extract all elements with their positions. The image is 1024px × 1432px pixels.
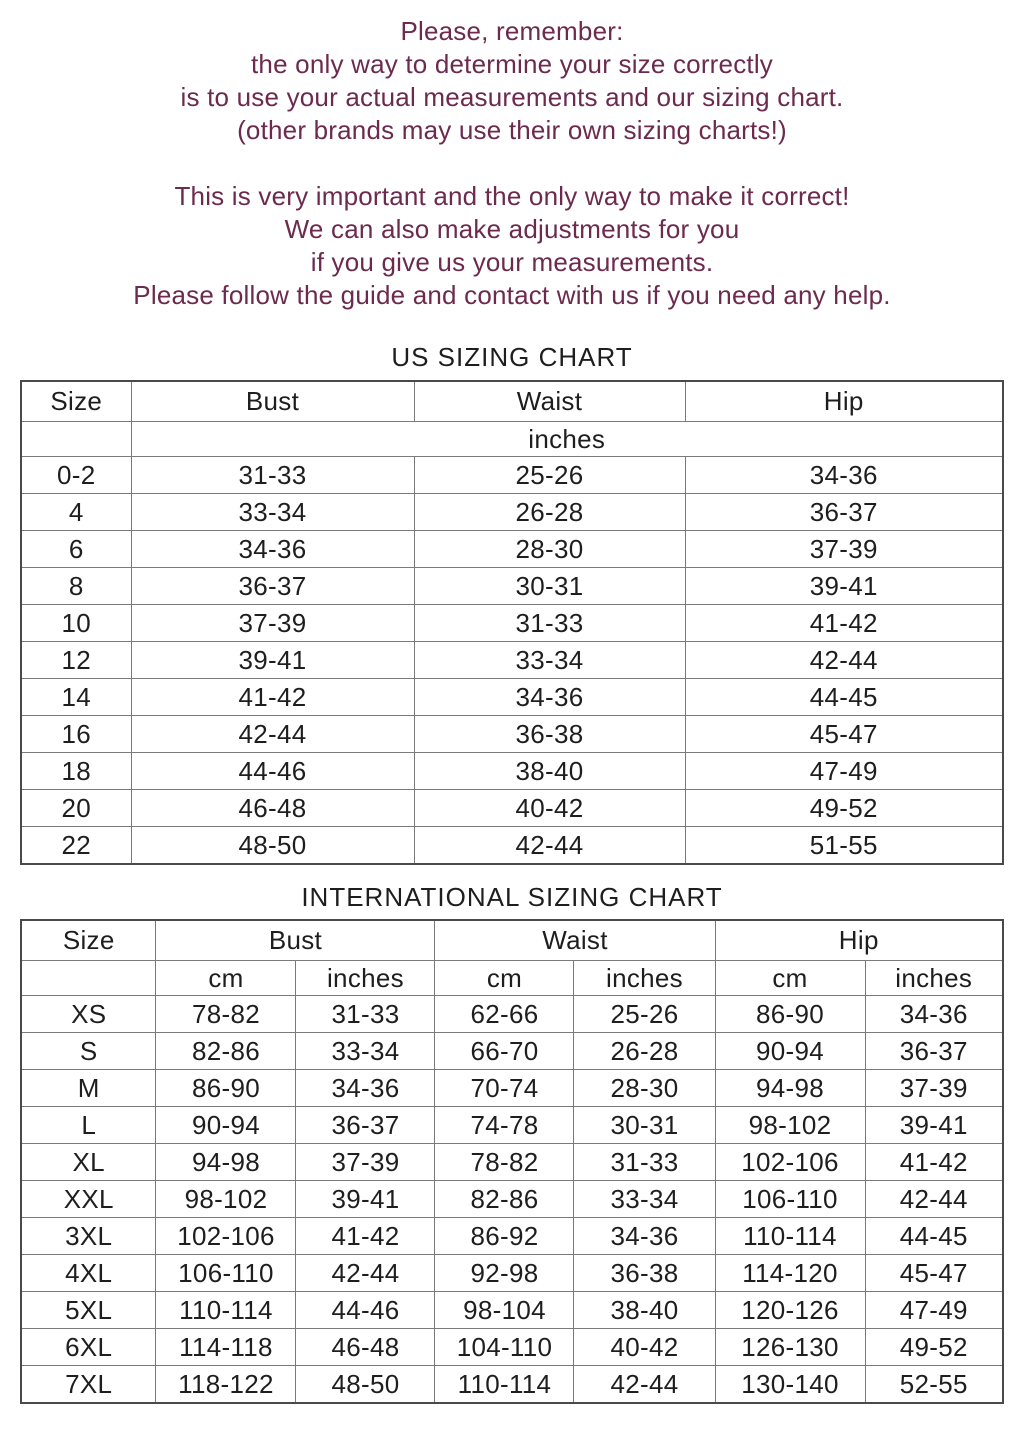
size-cell: 6	[21, 531, 131, 568]
measurement-cell: 104-110	[435, 1329, 574, 1366]
measurement-cell: 82-86	[156, 1033, 296, 1070]
table-row	[21, 1033, 1003, 1070]
table-row	[21, 568, 1003, 605]
measurement-cell: 46-48	[296, 1329, 435, 1366]
measurement-cell: 49-52	[865, 1329, 1003, 1366]
measurement-cell: 46-48	[131, 790, 414, 827]
us-table-body	[21, 457, 1003, 865]
measurement-cell: 90-94	[156, 1107, 296, 1144]
measurement-cell: 98-104	[435, 1292, 574, 1329]
measurement-cell: 30-31	[414, 568, 685, 605]
intro-text	[0, 15, 1024, 312]
intro-line: if you give us your measurements.	[310, 247, 714, 277]
intro-line: We can also make adjustments for you	[284, 214, 740, 244]
empty-cell	[21, 961, 156, 996]
size-cell: XS	[21, 996, 156, 1033]
table-row	[21, 790, 1003, 827]
size-cell: 5XL	[21, 1292, 156, 1329]
size-cell: XXL	[21, 1181, 156, 1218]
measurement-cell: 28-30	[414, 531, 685, 568]
measurement-cell: 44-46	[296, 1292, 435, 1329]
measurement-cell: 34-36	[685, 457, 1003, 494]
measurement-cell: 52-55	[865, 1366, 1003, 1404]
us-header-row	[21, 381, 1003, 422]
measurement-cell: 34-36	[296, 1070, 435, 1107]
col-header-waist: Waist	[435, 920, 715, 961]
measurement-cell: 118-122	[156, 1366, 296, 1404]
measurement-cell: 31-33	[296, 996, 435, 1033]
measurement-cell: 25-26	[414, 457, 685, 494]
measurement-cell: 34-36	[865, 996, 1003, 1033]
size-cell: 4XL	[21, 1255, 156, 1292]
measurement-cell: 86-92	[435, 1218, 574, 1255]
measurement-cell: 33-34	[131, 494, 414, 531]
col-header-bust: Bust	[156, 920, 435, 961]
measurement-cell: 114-118	[156, 1329, 296, 1366]
size-cell: 16	[21, 716, 131, 753]
measurement-cell: 36-38	[574, 1255, 715, 1292]
measurement-cell: 66-70	[435, 1033, 574, 1070]
measurement-cell: 39-41	[131, 642, 414, 679]
intro-line: (other brands may use their own sizing charts!)	[237, 115, 787, 145]
measurement-cell: 48-50	[296, 1366, 435, 1404]
intro-line: is to use your actual measurements and our sizing chart.	[180, 82, 844, 112]
measurement-cell: 78-82	[435, 1144, 574, 1181]
measurement-cell: 36-37	[131, 568, 414, 605]
measurement-cell: 74-78	[435, 1107, 574, 1144]
table-row	[21, 642, 1003, 679]
measurement-cell: 36-37	[865, 1033, 1003, 1070]
measurement-cell: 28-30	[574, 1070, 715, 1107]
size-cell: 14	[21, 679, 131, 716]
size-cell: 3XL	[21, 1218, 156, 1255]
intro-line: This is very important and the only way to make it correct!	[174, 181, 850, 211]
intl-table-body	[21, 996, 1003, 1404]
measurement-cell: 98-102	[156, 1181, 296, 1218]
unit-label-hip-inches: inches	[865, 961, 1003, 996]
size-cell: 12	[21, 642, 131, 679]
measurement-cell: 33-34	[574, 1181, 715, 1218]
intro-line: Please, remember:	[400, 16, 624, 46]
col-header-waist: Waist	[414, 381, 685, 422]
measurement-cell: 45-47	[685, 716, 1003, 753]
measurement-cell: 42-44	[131, 716, 414, 753]
measurement-cell: 36-37	[296, 1107, 435, 1144]
size-cell: 0-2	[21, 457, 131, 494]
measurement-cell: 31-33	[574, 1144, 715, 1181]
unit-label-bust-cm: cm	[156, 961, 296, 996]
measurement-cell: 36-37	[685, 494, 1003, 531]
measurement-cell: 106-110	[715, 1181, 865, 1218]
table-row	[21, 1107, 1003, 1144]
table-row	[21, 996, 1003, 1033]
measurement-cell: 37-39	[296, 1144, 435, 1181]
unit-label-waist-inches: inches	[574, 961, 715, 996]
table-row	[21, 1292, 1003, 1329]
measurement-cell: 26-28	[574, 1033, 715, 1070]
measurement-cell: 39-41	[865, 1107, 1003, 1144]
table-row	[21, 827, 1003, 865]
size-cell: 7XL	[21, 1366, 156, 1404]
table-row	[21, 1255, 1003, 1292]
measurement-cell: 40-42	[414, 790, 685, 827]
measurement-cell: 37-39	[685, 531, 1003, 568]
measurement-cell: 86-90	[715, 996, 865, 1033]
measurement-cell: 42-44	[414, 827, 685, 865]
measurement-cell: 42-44	[865, 1181, 1003, 1218]
size-cell: 18	[21, 753, 131, 790]
measurement-cell: 39-41	[296, 1181, 435, 1218]
measurement-cell: 38-40	[574, 1292, 715, 1329]
measurement-cell: 38-40	[414, 753, 685, 790]
measurement-cell: 92-98	[435, 1255, 574, 1292]
empty-cell	[21, 422, 131, 457]
table-row	[21, 605, 1003, 642]
measurement-cell: 106-110	[156, 1255, 296, 1292]
table-row	[21, 494, 1003, 531]
measurement-cell: 45-47	[865, 1255, 1003, 1292]
size-cell: 22	[21, 827, 131, 865]
measurement-cell: 41-42	[131, 679, 414, 716]
measurement-cell: 44-45	[865, 1218, 1003, 1255]
unit-label-waist-cm: cm	[435, 961, 574, 996]
table-row	[21, 679, 1003, 716]
size-cell: 20	[21, 790, 131, 827]
measurement-cell: 47-49	[865, 1292, 1003, 1329]
measurement-cell: 49-52	[685, 790, 1003, 827]
unit-label-bust-inches: inches	[296, 961, 435, 996]
size-cell: 6XL	[21, 1329, 156, 1366]
measurement-cell: 33-34	[296, 1033, 435, 1070]
table-row	[21, 716, 1003, 753]
measurement-cell: 78-82	[156, 996, 296, 1033]
size-cell: L	[21, 1107, 156, 1144]
measurement-cell: 26-28	[414, 494, 685, 531]
us-sizing-table	[20, 380, 1004, 865]
intl-header-row	[21, 920, 1003, 961]
measurement-cell: 42-44	[296, 1255, 435, 1292]
size-cell: M	[21, 1070, 156, 1107]
measurement-cell: 44-46	[131, 753, 414, 790]
table-row	[21, 1329, 1003, 1366]
intro-line: the only way to determine your size correctly	[251, 49, 773, 79]
measurement-cell: 31-33	[414, 605, 685, 642]
measurement-cell: 41-42	[296, 1218, 435, 1255]
measurement-cell: 37-39	[131, 605, 414, 642]
size-cell: S	[21, 1033, 156, 1070]
us-unit-row	[21, 422, 1003, 457]
measurement-cell: 47-49	[685, 753, 1003, 790]
unit-label-hip-cm: cm	[715, 961, 865, 996]
size-cell: 10	[21, 605, 131, 642]
measurement-cell: 90-94	[715, 1033, 865, 1070]
measurement-cell: 40-42	[574, 1329, 715, 1366]
measurement-cell: 42-44	[685, 642, 1003, 679]
measurement-cell: 34-36	[414, 679, 685, 716]
table-row	[21, 457, 1003, 494]
measurement-cell: 36-38	[414, 716, 685, 753]
measurement-cell: 41-42	[685, 605, 1003, 642]
table-row	[21, 753, 1003, 790]
measurement-cell: 110-114	[715, 1218, 865, 1255]
measurement-cell: 39-41	[685, 568, 1003, 605]
table-row	[21, 531, 1003, 568]
col-header-hip: Hip	[685, 381, 1003, 422]
measurement-cell: 94-98	[715, 1070, 865, 1107]
measurement-cell: 34-36	[574, 1218, 715, 1255]
measurement-cell: 114-120	[715, 1255, 865, 1292]
size-cell: 8	[21, 568, 131, 605]
measurement-cell: 130-140	[715, 1366, 865, 1404]
us-chart-title: US SIZING CHART	[391, 342, 633, 372]
col-header-size: Size	[21, 920, 156, 961]
measurement-cell: 48-50	[131, 827, 414, 865]
table-row	[21, 1144, 1003, 1181]
col-header-hip: Hip	[715, 920, 1003, 961]
measurement-cell: 51-55	[685, 827, 1003, 865]
measurement-cell: 102-106	[715, 1144, 865, 1181]
measurement-cell: 30-31	[574, 1107, 715, 1144]
measurement-cell: 33-34	[414, 642, 685, 679]
measurement-cell: 110-114	[156, 1292, 296, 1329]
measurement-cell: 94-98	[156, 1144, 296, 1181]
size-cell: XL	[21, 1144, 156, 1181]
intl-unit-row	[21, 961, 1003, 996]
measurement-cell: 34-36	[131, 531, 414, 568]
measurement-cell: 31-33	[131, 457, 414, 494]
measurement-cell: 98-102	[715, 1107, 865, 1144]
measurement-cell: 82-86	[435, 1181, 574, 1218]
table-row	[21, 1070, 1003, 1107]
intl-chart-title: INTERNATIONAL SIZING CHART	[301, 882, 723, 912]
col-header-bust: Bust	[131, 381, 414, 422]
measurement-cell: 44-45	[685, 679, 1003, 716]
table-row	[21, 1218, 1003, 1255]
intro-line: Please follow the guide and contact with us if you need any help.	[133, 280, 891, 310]
measurement-cell: 42-44	[574, 1366, 715, 1404]
intro-text-second-block	[0, 180, 1024, 312]
measurement-cell: 25-26	[574, 996, 715, 1033]
international-sizing-table	[20, 919, 1004, 1404]
table-row	[21, 1366, 1003, 1404]
col-header-size: Size	[21, 381, 131, 422]
measurement-cell: 41-42	[865, 1144, 1003, 1181]
measurement-cell: 102-106	[156, 1218, 296, 1255]
measurement-cell: 126-130	[715, 1329, 865, 1366]
measurement-cell: 110-114	[435, 1366, 574, 1404]
measurement-cell: 120-126	[715, 1292, 865, 1329]
measurement-cell: 62-66	[435, 996, 574, 1033]
table-row	[21, 1181, 1003, 1218]
measurement-cell: 86-90	[156, 1070, 296, 1107]
measurement-cell: 70-74	[435, 1070, 574, 1107]
measurement-cell: 37-39	[865, 1070, 1003, 1107]
size-cell: 4	[21, 494, 131, 531]
unit-label-inches: inches	[131, 422, 1003, 457]
